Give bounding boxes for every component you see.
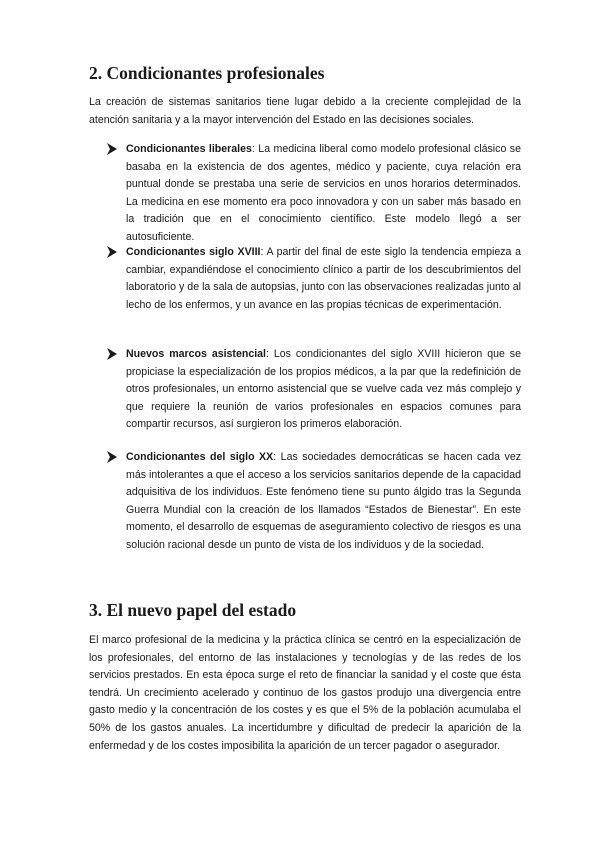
bullet-text bbox=[126, 141, 521, 247]
arrowhead-bullet-icon bbox=[107, 143, 117, 155]
section-2-heading: 2. Condicionantes profesionales bbox=[89, 63, 325, 83]
bullet-body: : A partir del final de este siglo la tendencia empieza a cambiar, expandiéndose el conocimiento clínico a partir de los descubrimientos del laboratorio y de la sala de autopsias, junto con las observaciones realizadas junto al lecho de los enfermos, y un avance en las propias técnicas de experimentación. bbox=[126, 246, 522, 311]
bullet-text bbox=[126, 449, 521, 555]
section-3-body: El marco profesional de la medicina y la práctica clínica se centró en la especialización de los profesionales, del entorno de las instalaciones y tecnologías y de las redes de los servicios prestados. En esta época surge el reto de financiar la sanidad y el coste que ésta tendrá. Un crecimiento acelerado y continuo de los gastos produjo una divergencia entre gasto medio y la concentración de los costes y es que el 5% de la población acumulaba el 50% de los gastos anuales. La incertidumbre y dificultad de predecir la aparición de la enfermedad y de los costes imposibilita la aparición de un tercer pagador o asegurador. bbox=[89, 634, 521, 752]
bullet-text bbox=[126, 346, 521, 434]
bullet-title: Condicionantes liberales bbox=[126, 143, 252, 155]
arrowhead-bullet-icon bbox=[107, 348, 117, 360]
bullet-title: Nuevos marcos asistencial bbox=[126, 348, 266, 360]
bullet-item-siglo-xviii bbox=[107, 244, 521, 314]
section-3-heading: 3. El nuevo papel del estado bbox=[89, 600, 297, 620]
arrowhead-bullet-icon bbox=[107, 451, 117, 463]
bullet-title: Condicionantes del siglo XX bbox=[126, 451, 274, 463]
bullet-item-siglo-xx bbox=[107, 449, 521, 555]
bullet-title: Condicionantes siglo XVIII bbox=[126, 246, 261, 258]
bullet-body: : La medicina liberal como modelo profesional clásico se basaba en la existencia de dos agentes, médico y paciente, cuya relación era puntual donde se prestaba una serie de servicios en unos horarios determinados. La medicina en ese momento era poco innovadora y con un saber más basado en la tradición que en el conocimiento científico. Este modelo llegó a ser autosuficiente. bbox=[126, 143, 521, 243]
bullet-body: : Los condicionantes del siglo XVIII hicieron que se propiciase la especialización de los propios médicos, a la par que la redefinición de otros profesionales, un entorno asistencial que se vuelve cada vez más complejo y que requiere la reunión de varios profesionales en espacios comunes para compartir recursos, así surgieron los primeros elaboración. bbox=[126, 348, 521, 431]
bullet-item-liberales bbox=[107, 141, 521, 247]
bullet-item-nuevos-marcos bbox=[107, 346, 521, 434]
bullet-body: : Las sociedades democráticas se hacen cada vez más intolerantes a que el acceso a los servicios sanitarios depende de la capacidad adquisitiva de los individuos. Este fenómeno tiene su punto álgido tras la Segunda Guerra Mundial con la creación de los llamados “Estados de Bienestar”. En este momento, el desarrollo de esquemas de aseguramiento colectivo de riesgos es una solución racional desde un punto de vista de los individuos y de la sociedad. bbox=[126, 451, 522, 551]
bullet-text bbox=[126, 244, 521, 314]
section-2-intro: La creación de sistemas sanitarios tiene lugar debido a la creciente complejidad de la atención sanitaria y a la mayor intervención del Estado en las decisiones sociales. bbox=[89, 96, 521, 126]
arrowhead-bullet-icon bbox=[107, 246, 117, 258]
